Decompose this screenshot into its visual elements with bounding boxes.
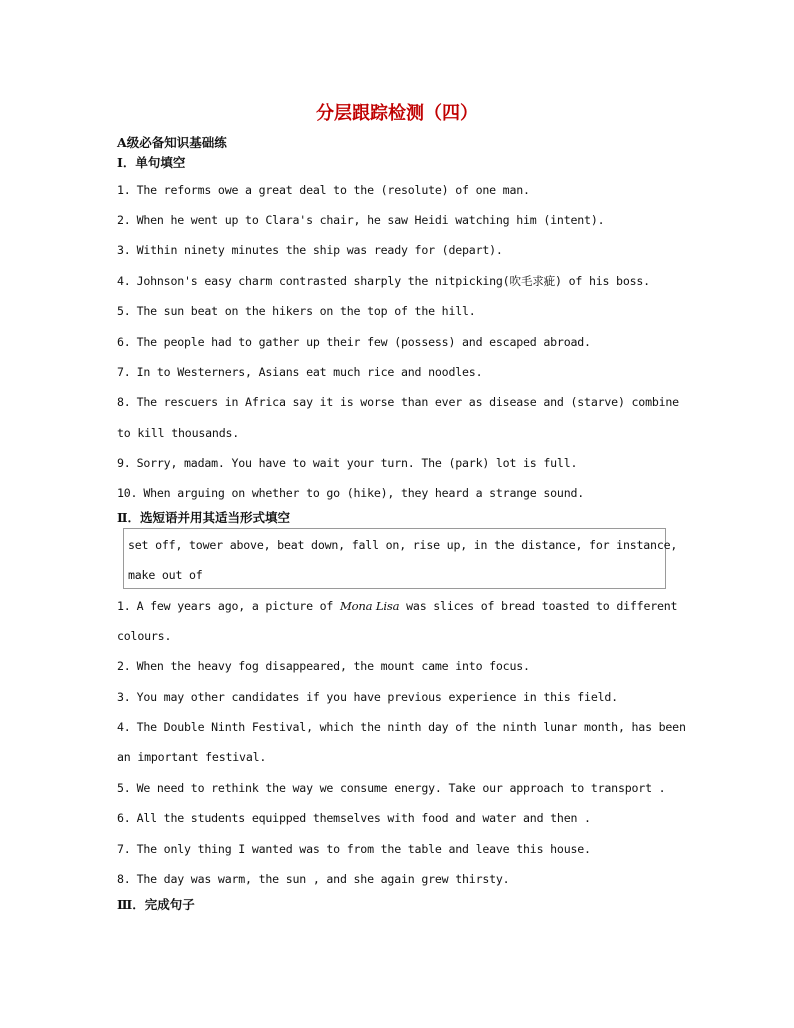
section-3-heading: Ⅲ．完成句子 bbox=[117, 897, 195, 912]
s1-item-9: 9. Sorry, madam. You have to wait your turn. The (park) lot is full. bbox=[117, 456, 578, 470]
s1-item-6: 6. The people had to gather up their few (possess) and escaped abroad. bbox=[117, 335, 591, 349]
s2-item-7: 7. The only thing I wanted was to from the table and leave this house. bbox=[117, 842, 591, 856]
s2-item-1: 1. A few years ago, a picture of Mona Lisa was slices of bread toasted to different bbox=[117, 599, 678, 613]
s2-item-1-cont: colours. bbox=[117, 629, 172, 643]
s2-item-3: 3. You may other candidates if you have previous experience in this field. bbox=[117, 690, 618, 704]
s1-item-1: 1. The reforms owe a great deal to the (resolute) of one man. bbox=[117, 183, 530, 197]
s2-item-5: 5. We need to rethink the way we consume energy. Take our approach to transport . bbox=[117, 781, 666, 795]
italic-title: Mona Lisa bbox=[339, 599, 400, 613]
s2-item-6: 6. All the students equipped themselves with food and water and then . bbox=[117, 811, 591, 825]
s1-item-4: 4. Johnson's easy charm contrasted sharply the nitpicking(吹毛求疵) of his boss. bbox=[117, 274, 650, 288]
s1-item-5: 5. The sun beat on the hikers on the top of the hill. bbox=[117, 304, 476, 318]
s2-item-8: 8. The day was warm, the sun , and she again grew thirsty. bbox=[117, 872, 510, 886]
level-a-heading: A级必备知识基础练 bbox=[117, 135, 227, 150]
s2-item-2: 2. When the heavy fog disappeared, the mount came into focus. bbox=[117, 659, 530, 673]
s1-item-2: 2. When he went up to Clara's chair, he saw Heidi watching him (intent). bbox=[117, 213, 605, 227]
s2-item-4-cont: an important festival. bbox=[117, 750, 267, 764]
section-1-heading: Ⅰ．单句填空 bbox=[117, 155, 186, 170]
s1-item-3: 3. Within ninety minutes the ship was ready for (depart). bbox=[117, 243, 503, 257]
s1-item-7: 7. In to Westerners, Asians eat much rice and noodles. bbox=[117, 365, 483, 379]
page-title: 分层跟踪检测（四） bbox=[316, 103, 478, 124]
phrase-box-line-1: set off, tower above, beat down, fall on, rise up, in the distance, for instance, bbox=[128, 538, 678, 552]
s2-item-4: 4. The Double Ninth Festival, which the ninth day of the ninth lunar month, has been bbox=[117, 720, 686, 734]
phrase-box bbox=[123, 528, 678, 589]
s1-item-8: 8. The rescuers in Africa say it is worse than ever as disease and (starve) combine bbox=[117, 395, 679, 409]
phrase-box-line-2: make out of bbox=[128, 568, 203, 582]
s1-item-8-cont: to kill thousands. bbox=[117, 426, 240, 440]
section-2-heading: Ⅱ．选短语并用其适当形式填空 bbox=[117, 510, 291, 525]
s1-item-10: 10. When arguing on whether to go (hike), they heard a strange sound. bbox=[117, 486, 585, 500]
